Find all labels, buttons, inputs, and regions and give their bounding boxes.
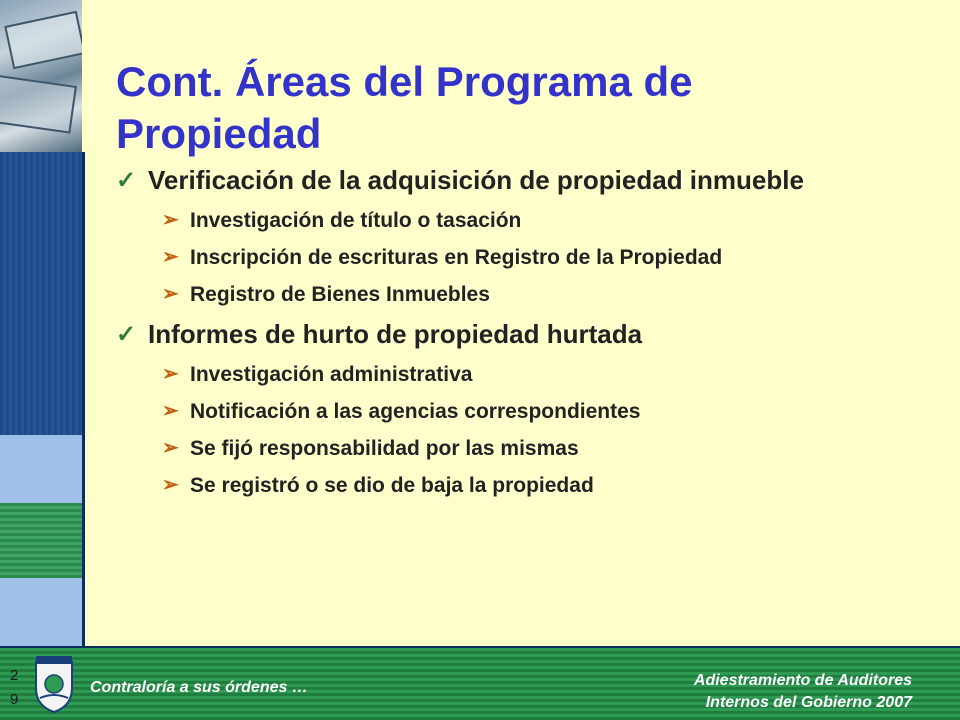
sub-bullet-item: [162, 245, 916, 270]
sub-bullet-item: [162, 208, 916, 233]
sub-bullet-item: [162, 399, 916, 424]
slide-number: 2 9: [10, 667, 19, 708]
arrow-bullet-icon: ➢: [162, 437, 179, 459]
sidebar-stripe-blue: [0, 152, 85, 435]
arrow-bullet-icon: ➢: [162, 363, 179, 385]
bullet-item: [116, 319, 916, 350]
money-image: [0, 0, 82, 152]
footer-credit-line1: Adiestramiento de Auditores: [693, 672, 912, 689]
slide-content: [116, 165, 916, 510]
coat-of-arms-icon: [32, 654, 76, 714]
sub-bullet-item: [162, 282, 916, 307]
sub-bullet-item: [162, 473, 916, 498]
sub-bullet-text: Investigación de título o tasación: [190, 209, 522, 232]
sub-bullet-text: Registro de Bienes Inmuebles: [190, 283, 490, 306]
sidebar-stripe-green: [0, 503, 85, 578]
bullet-text: Verificación de la adquisición de propiedad inmueble: [148, 165, 804, 195]
sub-bullet-item: [162, 436, 916, 461]
sub-bullet-text: Inscripción de escrituras en Registro de la Propiedad: [190, 246, 723, 269]
arrow-bullet-icon: ➢: [162, 400, 179, 422]
slide-title: Cont. Áreas del Programa de Propiedad: [116, 58, 693, 158]
arrow-bullet-icon: ➢: [162, 209, 179, 231]
decorative-sidebar: [0, 0, 82, 648]
sub-bullet-text: Notificación a las agencias correspondientes: [190, 400, 641, 423]
sub-bullet-text: Investigación administrativa: [190, 363, 473, 386]
sub-bullet-text: Se fijó responsabilidad por las mismas: [190, 437, 579, 460]
bullet-text: Informes de hurto de propiedad hurtada: [148, 319, 643, 349]
checkmark-icon: ✓: [116, 321, 137, 348]
footer-credit-line2: Internos del Gobierno 2007: [705, 694, 912, 711]
sidebar-stripe-light: [0, 435, 85, 503]
footer-slogan: Contraloría a sus órdenes …: [90, 679, 308, 696]
arrow-bullet-icon: ➢: [162, 283, 179, 305]
bullet-item: [116, 165, 916, 196]
checkmark-icon: ✓: [116, 167, 137, 194]
footer-credit: [694, 670, 912, 714]
arrow-bullet-icon: ➢: [162, 474, 179, 496]
sub-bullet-item: [162, 362, 916, 387]
sub-bullet-text: Se registró o se dio de baja la propiedad: [190, 474, 594, 497]
sidebar-stripe-light: [0, 578, 85, 648]
arrow-bullet-icon: ➢: [162, 246, 179, 268]
